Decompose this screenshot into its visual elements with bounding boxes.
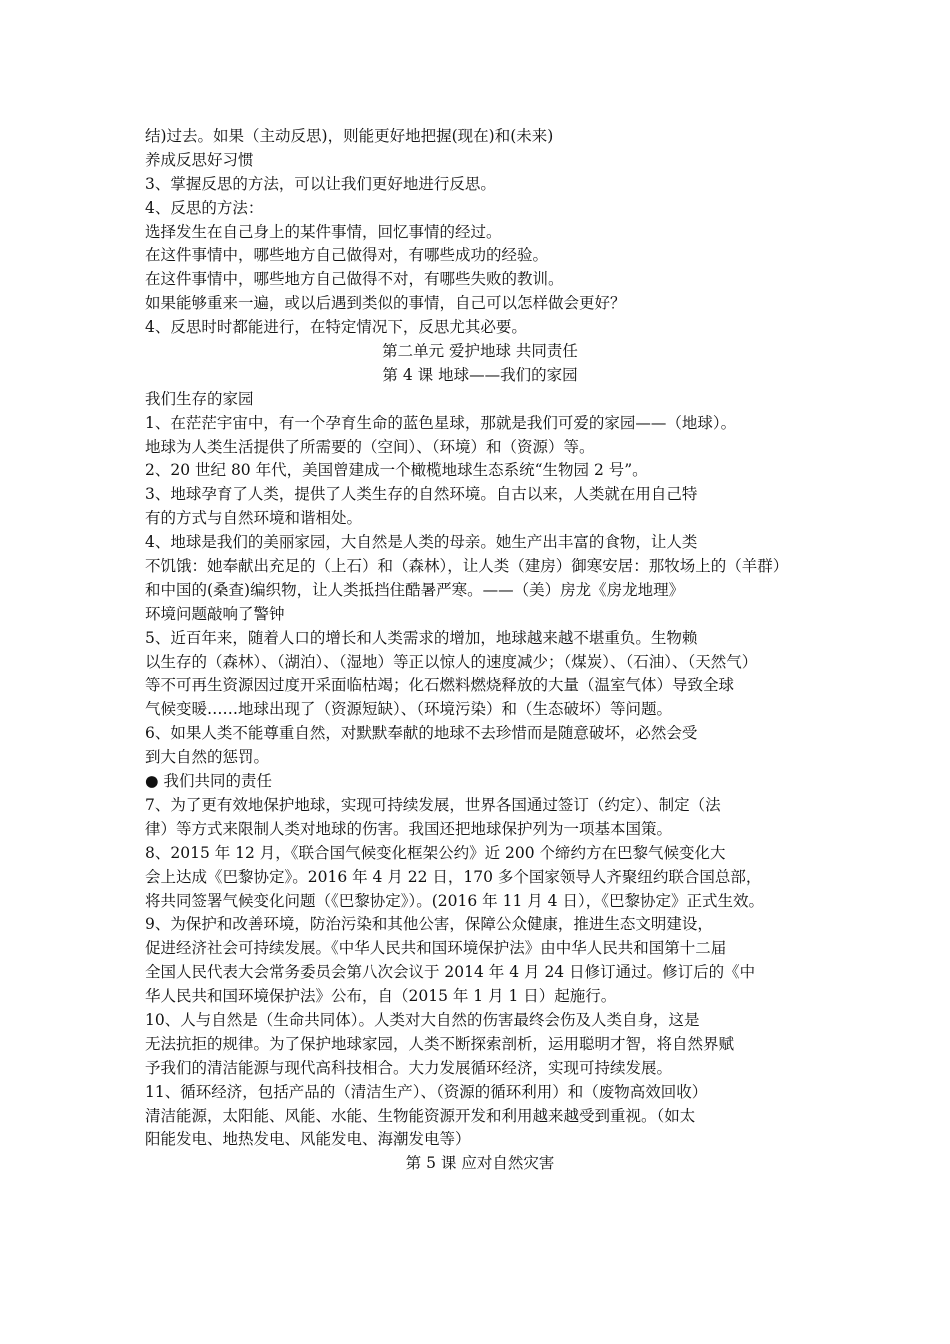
text-line: 会上达成《巴黎协定》。2016 年 4 月 22 日，170 多个国家领导人齐聚纽约联合国总部， [145, 867, 762, 886]
text-line: 和中国的(桑查)编织物，让人类抵挡住酷暑严寒。——（美）房龙《房龙地理》 [145, 580, 685, 599]
text-line: 10、人与自然是（生命共同体）。人类对大自然的伤害最终会伤及人类自身，这是 [145, 1010, 700, 1029]
text-line: 在这件事情中，哪些地方自己做得不对，有哪些失败的教训。 [145, 270, 564, 289]
text-line: 在这件事情中，哪些地方自己做得对，有哪些成功的经验。 [145, 246, 549, 265]
section-heading: 第二单元 爱护地球 共同责任 [382, 342, 578, 361]
text-line: ● 我们共同的责任 [145, 772, 272, 791]
text-line: 8、2015 年 12 月，《联合国气候变化框架公约》近 200 个缔约方在巴黎气候变化大 [145, 843, 726, 862]
text-line: 以生存的（森林）、（湖泊）、（湿地）等正以惊人的速度减少；（煤炭）、（石油）、（天然气） [145, 652, 758, 671]
text-line: 律）等方式来限制人类对地球的伤害。我国还把地球保护列为一项基本国策。 [145, 819, 673, 838]
text-line: 气候变暖……地球出现了（资源短缺）、（环境污染）和（生态破坏）等问题。 [145, 700, 673, 719]
text-line: 阳能发电、地热发电、风能发电、海潮发电等） [145, 1130, 471, 1149]
text-line: 4、地球是我们的美丽家园，大自然是人类的母亲。她生产出丰富的食物，让人类 [145, 533, 698, 552]
text-line: 7、为了更有效地保护地球，实现可持续发展，世界各国通过签订（约定）、制定（法 [145, 795, 721, 814]
text-line: 将共同签署气候变化问题（《巴黎协定》）。(2016 年 11 月 4 日），《巴黎协定》正式生效。 [145, 891, 764, 910]
text-line: 有的方式与自然环境和谐相处。 [145, 509, 363, 528]
text-line: 不饥饿：她奉献出充足的（上石）和（森林），让人类（建房）御寒安居：那牧场上的（羊群） [145, 557, 789, 576]
text-line: 选择发生在自己身上的某件事情，回忆事情的经过。 [145, 222, 502, 241]
text-line: 环境问题敲响了警钟 [145, 604, 285, 623]
text-line: 促进经济社会可持续发展。《中华人民共和国环境保护法》由中华人民共和国第十二届 [145, 939, 727, 958]
text-line: 予我们的清洁能源与现代高科技相合。大力发展循环经济，实现可持续发展。 [145, 1058, 673, 1077]
text-line: 清洁能源，太阳能、风能、水能、生物能资源开发和利用越来越受到重视。（如太 [145, 1106, 696, 1125]
text-line: 到大自然的惩罚。 [145, 748, 270, 767]
document-body [145, 125, 815, 1176]
text-line: 9、为保护和改善环境，防治污染和其他公害，保障公众健康，推进生态文明建设， [145, 915, 713, 934]
text-line: 华人民共和国环境保护法》公布，自（2015 年 1 月 1 日）起施行。 [145, 987, 617, 1006]
text-line: 如果能够重来一遍，或以后遇到类似的事情，自己可以怎样做会更好？ [145, 294, 626, 313]
text-line: 结)过去。如果（主动反思)，则能更好地把握(现在)和(未来) [145, 127, 554, 145]
text-line: 2、20 世纪 80 年代，美国曾建成一个橄榄地球生态系统“生物园 2 号”。 [145, 461, 648, 480]
section-heading: 第 4 课 地球——我们的家园 [382, 365, 578, 384]
section-heading: 第 5 课 应对自然灾害 [405, 1154, 555, 1173]
text-line: 11、循环经济，包括产品的（清洁生产）、（资源的循环利用）和（废物高效回收） [145, 1082, 708, 1101]
text-line: 等不可再生资源因过度开采面临枯竭；化石燃料燃烧释放的大量（温室气体）导致全球 [145, 676, 735, 695]
text-line: 3、地球孕育了人类，提供了人类生存的自然环境。自古以来，人类就在用自己特 [145, 485, 698, 504]
text-line: 1、在茫茫宇宙中，有一个孕育生命的蓝色星球，那就是我们可爱的家园——（地球）。 [145, 413, 737, 432]
text-line: 4、反思的方法： [145, 198, 264, 217]
text-line: 无法抗拒的规律。为了保护地球家园，人类不断探索剖析，运用聪明才智，将自然界赋 [145, 1034, 735, 1053]
text-line: 养成反思好习惯 [145, 150, 254, 169]
text-line: 我们生存的家园 [145, 389, 254, 408]
text-line: 全国人民代表大会常务委员会第八次会议于 2014 年 4 月 24 日修订通过。修订后的《中 [145, 963, 756, 982]
text-line: 5、近百年来，随着人口的增长和人类需求的增加，地球越来越不堪重负。生物赖 [145, 628, 698, 647]
text-line: 4、反思时时都能进行，在特定情况下，反思尤其必要。 [145, 318, 527, 337]
text-line: 6、如果人类不能尊重自然，对默默奉献的地球不去珍惜而是随意破坏，必然会受 [145, 724, 698, 743]
text-line: 地球为人类生活提供了所需要的（空间）、（环境）和（资源）等。 [145, 437, 595, 456]
text-line: 3、掌握反思的方法，可以让我们更好地进行反思。 [145, 174, 496, 193]
